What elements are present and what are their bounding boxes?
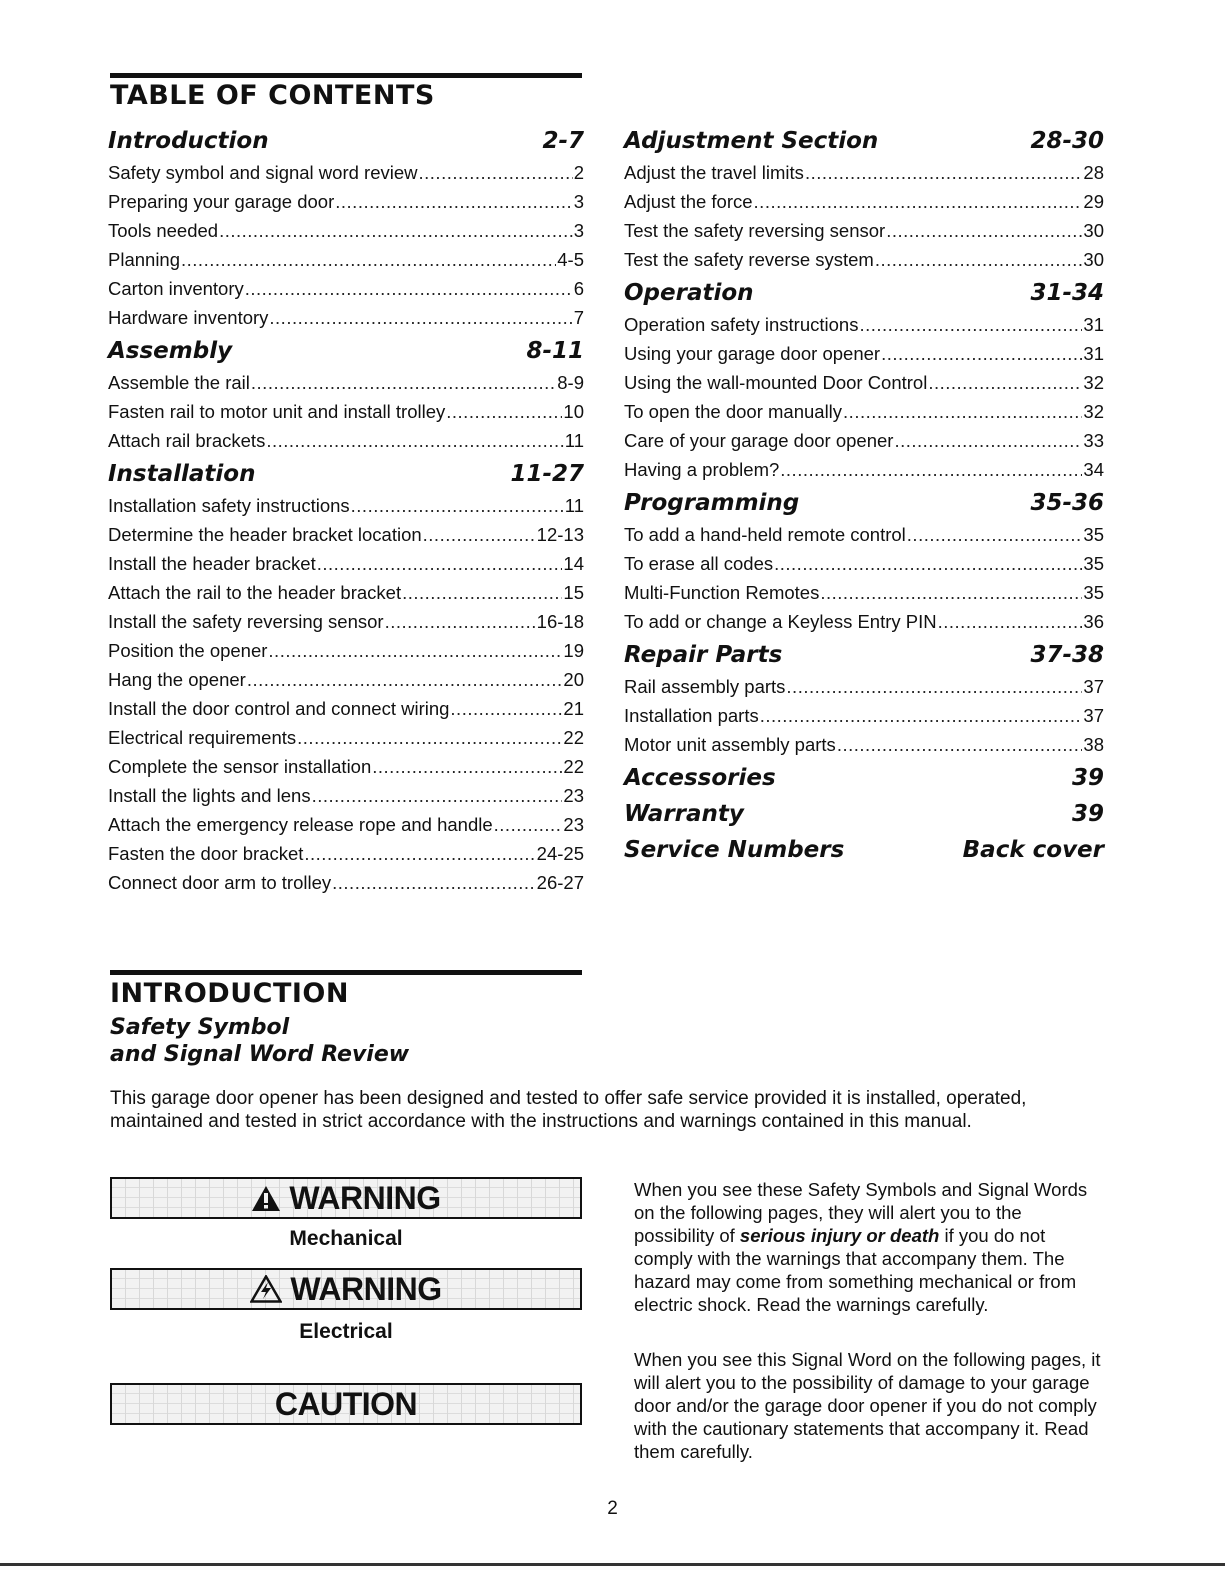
toc-section-title: Assembly [108,338,233,364]
toc-entry-page: 23 [563,785,584,806]
toc-dot-leader [402,578,562,607]
toc-entry [108,491,584,520]
toc-entry [624,310,1104,339]
toc-section-accessories [624,765,1104,795]
toc-entry-page: 10 [563,401,584,422]
toc-entry [624,520,1104,549]
toc-section-pages: 37-38 [1030,642,1104,668]
toc-entry [108,781,584,810]
toc-entry-page: 31 [1083,314,1104,335]
toc-entry-text: Care of your garage door opener [624,430,894,451]
toc-entry-text: Having a problem? [624,459,780,480]
warning-electrical-label: Electrical [299,1320,393,1343]
toc-entry [108,694,584,723]
toc-dot-leader [219,216,573,245]
intro-title: INTRODUCTION [110,978,349,1009]
toc-dot-leader [351,491,564,520]
page-number: 2 [607,1498,618,1519]
toc-entry [624,549,1104,578]
toc-entry [108,187,584,216]
toc-entry [108,303,584,332]
toc-entry-page: 15 [563,582,584,603]
toc-dot-leader [317,549,563,578]
toc-entry-text: Hang the opener [108,669,246,690]
toc-entry-text: To erase all codes [624,553,774,574]
toc-section-pages: 8-11 [526,338,584,364]
toc-entry-page: 35 [1083,524,1104,545]
toc-entry-text: Install the door control and connect wiring [108,698,450,719]
toc-dot-leader [423,520,536,549]
toc-entry-page: 3 [573,220,584,241]
toc-entry-text: Install the safety reversing sensor [108,611,384,632]
toc-section-title: Installation [108,461,256,487]
toc-entry-page: 36 [1083,611,1104,632]
toc-dot-leader [907,520,1083,549]
toc-entry [108,868,584,897]
warning-description-emphasis: serious injury or death [739,1225,940,1246]
toc-section-pages: 39 [1071,765,1104,791]
toc-entry [108,397,584,426]
toc-dot-leader [859,310,1082,339]
toc-entry-page: 14 [563,553,584,574]
toc-dot-leader [372,752,562,781]
toc-right-column [624,128,1104,867]
toc-dot-leader [843,397,1082,426]
toc-entry-page: 35 [1083,582,1104,603]
toc-section-programming [624,490,1104,520]
toc-dot-leader [894,426,1082,455]
toc-top-rule [110,73,582,78]
toc-entry-text: Attach rail brackets [108,430,266,451]
toc-entry-text: Preparing your garage door [108,191,335,212]
intro-top-rule [110,970,582,975]
toc-entry [624,339,1104,368]
toc-entry-page: 21 [563,698,584,719]
toc-entry-page: 35 [1083,553,1104,574]
toc-entry-page: 30 [1083,249,1104,270]
toc-entry [624,455,1104,484]
toc-dot-leader [886,216,1082,245]
toc-dot-leader [928,368,1082,397]
toc-section-adjustment-section [624,128,1104,158]
toc-dot-leader [820,578,1082,607]
toc-entry [624,368,1104,397]
toc-dot-leader [251,368,556,397]
toc-dot-leader [446,397,562,426]
toc-entry [624,607,1104,636]
toc-entry-text: Connect door arm to trolley [108,872,332,893]
toc-section-title: Repair Parts [624,642,783,668]
toc-entry-page: 32 [1083,372,1104,393]
toc-entry-page: 11 [564,495,584,516]
toc-section-pages: Back cover [962,837,1104,863]
toc-entry-page: 20 [563,669,584,690]
toc-entry-page: 16-18 [536,611,584,632]
toc-entry [624,730,1104,759]
toc-section-title: Accessories [624,765,776,791]
toc-entry-page: 19 [563,640,584,661]
toc-entry-text: To add a hand-held remote control [624,524,906,545]
toc-entry-text: Fasten the door bracket [108,843,304,864]
toc-dot-leader [494,810,563,839]
toc-section-installation [108,461,584,491]
toc-entry-text: Installation parts [624,705,759,726]
toc-entry [108,426,584,455]
toc-entry-page: 2 [573,162,584,183]
toc-entry [108,520,584,549]
toc-section-operation [624,280,1104,310]
electrical-hazard-triangle-icon [250,1275,282,1303]
toc-entry [624,701,1104,730]
toc-dot-leader [304,839,535,868]
toc-left-column [108,128,584,897]
toc-entry-text: Adjust the travel limits [624,162,804,183]
toc-section-introduction [108,128,584,158]
toc-entry-page: 33 [1083,430,1104,451]
intro-subtitle-line1: Safety Symbol [110,1015,290,1040]
warning-description [634,1178,1104,1316]
toc-dot-leader [760,701,1083,730]
toc-entry-page: 24-25 [536,843,584,864]
toc-entry-text: Determine the header bracket location [108,524,422,545]
toc-section-assembly [108,338,584,368]
toc-dot-leader [312,781,563,810]
toc-entry [624,578,1104,607]
toc-dot-leader [419,158,573,187]
toc-section-service-numbers [624,837,1104,867]
toc-dot-leader [881,339,1082,368]
intro-paragraph: This garage door opener has been designed and tested to offer safe service provided it is installed, operated, maintained and tested in strict accordance with the instructions and warnings contained in this manual. [110,1088,1027,1132]
toc-entry [108,607,584,636]
toc-entry [624,245,1104,274]
toc-dot-leader [335,187,572,216]
toc-section-title: Service Numbers [624,837,845,863]
caution-box [110,1383,582,1425]
toc-section-title: Adjustment Section [624,128,879,154]
toc-entry-text: Position the opener [108,640,268,661]
warning-mechanical-label: Mechanical [289,1227,403,1250]
toc-dot-leader [268,636,562,665]
toc-entry [624,426,1104,455]
toc-dot-leader [875,245,1083,274]
toc-entry-page: 22 [563,727,584,748]
toc-entry-text: Fasten rail to motor unit and install trolley [108,401,446,422]
toc-entry-page: 6 [573,278,584,299]
toc-dot-leader [450,694,562,723]
toc-entry-page: 37 [1083,705,1104,726]
toc-section-title: Operation [624,280,754,306]
toc-entry-text: Adjust the force [624,191,753,212]
toc-entry [108,810,584,839]
toc-entry [108,245,584,274]
toc-section-pages: 11-27 [510,461,584,487]
toc-entry [624,216,1104,245]
toc-entry [108,752,584,781]
toc-entry [108,274,584,303]
toc-entry-text: Attach the rail to the header bracket [108,582,402,603]
toc-dot-leader [269,303,572,332]
toc-entry-page: 28 [1083,162,1104,183]
toc-entry-text: Electrical requirements [108,727,297,748]
toc-dot-leader [786,672,1082,701]
warning-description-part2: if you do not comply with the warnings that accompany them. The hazard may come from something mechanical or from electric shock. Read the warnings carefully. [634,1225,1077,1315]
toc-section-repair-parts [624,642,1104,672]
toc-entry-page: 26-27 [536,872,584,893]
toc-entry-text: Planning [108,249,181,270]
toc-entry-text: Motor unit assembly parts [624,734,836,755]
toc-entry [108,636,584,665]
toc-section-title: Warranty [624,801,744,827]
toc-entry-page: 31 [1083,343,1104,364]
toc-entry-page: 37 [1083,676,1104,697]
toc-entry-text: Assemble the rail [108,372,250,393]
toc-entry-page: 7 [573,307,584,328]
toc-entry-text: Safety symbol and signal word review [108,162,418,183]
toc-entry [624,158,1104,187]
toc-entry [624,187,1104,216]
toc-dot-leader [754,187,1083,216]
toc-entry-page: 32 [1083,401,1104,422]
toc-entry-text: Operation safety instructions [624,314,859,335]
toc-entry-page: 29 [1083,191,1104,212]
toc-section-pages: 2-7 [542,128,584,154]
toc-entry [108,578,584,607]
toc-dot-leader [837,730,1083,759]
toc-entry-text: Install the header bracket [108,553,316,574]
toc-dot-leader [938,607,1083,636]
toc-dot-leader [266,426,563,455]
toc-entry [624,672,1104,701]
toc-dot-leader [385,607,536,636]
toc-entry-page: 4-5 [557,249,584,270]
toc-title: TABLE OF CONTENTS [110,80,435,111]
toc-entry-text: Rail assembly parts [624,676,786,697]
toc-dot-leader [780,455,1082,484]
caution-word: CAUTION [274,1385,418,1422]
toc-entry-page: 30 [1083,220,1104,241]
toc-dot-leader [245,274,573,303]
toc-entry-text: Install the lights and lens [108,785,311,806]
toc-entry-text: To add or change a Keyless Entry PIN [624,611,937,632]
toc-entry-text: Test the safety reverse system [624,249,874,270]
warning-mechanical-box [110,1177,582,1219]
toc-entry [108,216,584,245]
toc-entry [108,839,584,868]
toc-entry-page: 3 [573,191,584,212]
toc-section-pages: 35-36 [1030,490,1104,516]
toc-entry-text: Complete the sensor installation [108,756,372,777]
toc-entry-text: Tools needed [108,220,219,241]
toc-entry [624,397,1104,426]
toc-entry-text: To open the door manually [624,401,843,422]
toc-section-title: Introduction [108,128,269,154]
toc-entry-page: 12-13 [536,524,584,545]
intro-subtitle-line2: and Signal Word Review [110,1042,410,1067]
toc-dot-leader [774,549,1082,578]
toc-entry-text: Carton inventory [108,278,244,299]
toc-entry-page: 22 [563,756,584,777]
toc-section-pages: 31-34 [1030,280,1104,306]
warning-triangle-icon [251,1185,281,1212]
toc-dot-leader [247,665,563,694]
toc-entry [108,723,584,752]
caution-description: When you see this Signal Word on the following pages, it will alert you to the possibility of damage to your garage door and/or the garage door opener if you do not comply with the cautionary statements that accompany it. Read them carefully. [634,1349,1101,1462]
toc-dot-leader [332,868,536,897]
toc-entry-text: Attach the emergency release rope and handle [108,814,493,835]
toc-entry-text: Hardware inventory [108,307,269,328]
toc-entry-page: 38 [1083,734,1104,755]
warning-mechanical-word: WARNING [289,1179,441,1216]
toc-section-warranty [624,801,1104,831]
toc-entry-page: 11 [564,430,584,451]
toc-section-pages: 28-30 [1030,128,1104,154]
toc-entry [108,368,584,397]
toc-entry-page: 23 [563,814,584,835]
toc-entry-text: Test the safety reversing sensor [624,220,886,241]
toc-entry-page: 34 [1083,459,1104,480]
toc-section-pages: 39 [1071,801,1104,827]
toc-dot-leader [805,158,1082,187]
toc-entry-text: Multi-Function Remotes [624,582,820,603]
toc-dot-leader [297,723,562,752]
warning-electrical-word: WARNING [290,1270,442,1307]
warning-description-part1: When you see these Safety Symbols and Signal Words on the following pages, they will alert you to the possibility of [634,1179,1088,1246]
toc-entry-page: 8-9 [557,372,584,393]
warning-electrical-box [110,1268,582,1310]
page-bottom-border [0,1563,1225,1566]
toc-entry-text: Using your garage door opener [624,343,881,364]
toc-entry-text: Installation safety instructions [108,495,350,516]
toc-entry [108,549,584,578]
toc-section-title: Programming [624,490,800,516]
toc-entry-text: Using the wall-mounted Door Control [624,372,928,393]
toc-entry [108,158,584,187]
toc-entry [108,665,584,694]
toc-dot-leader [181,245,556,274]
